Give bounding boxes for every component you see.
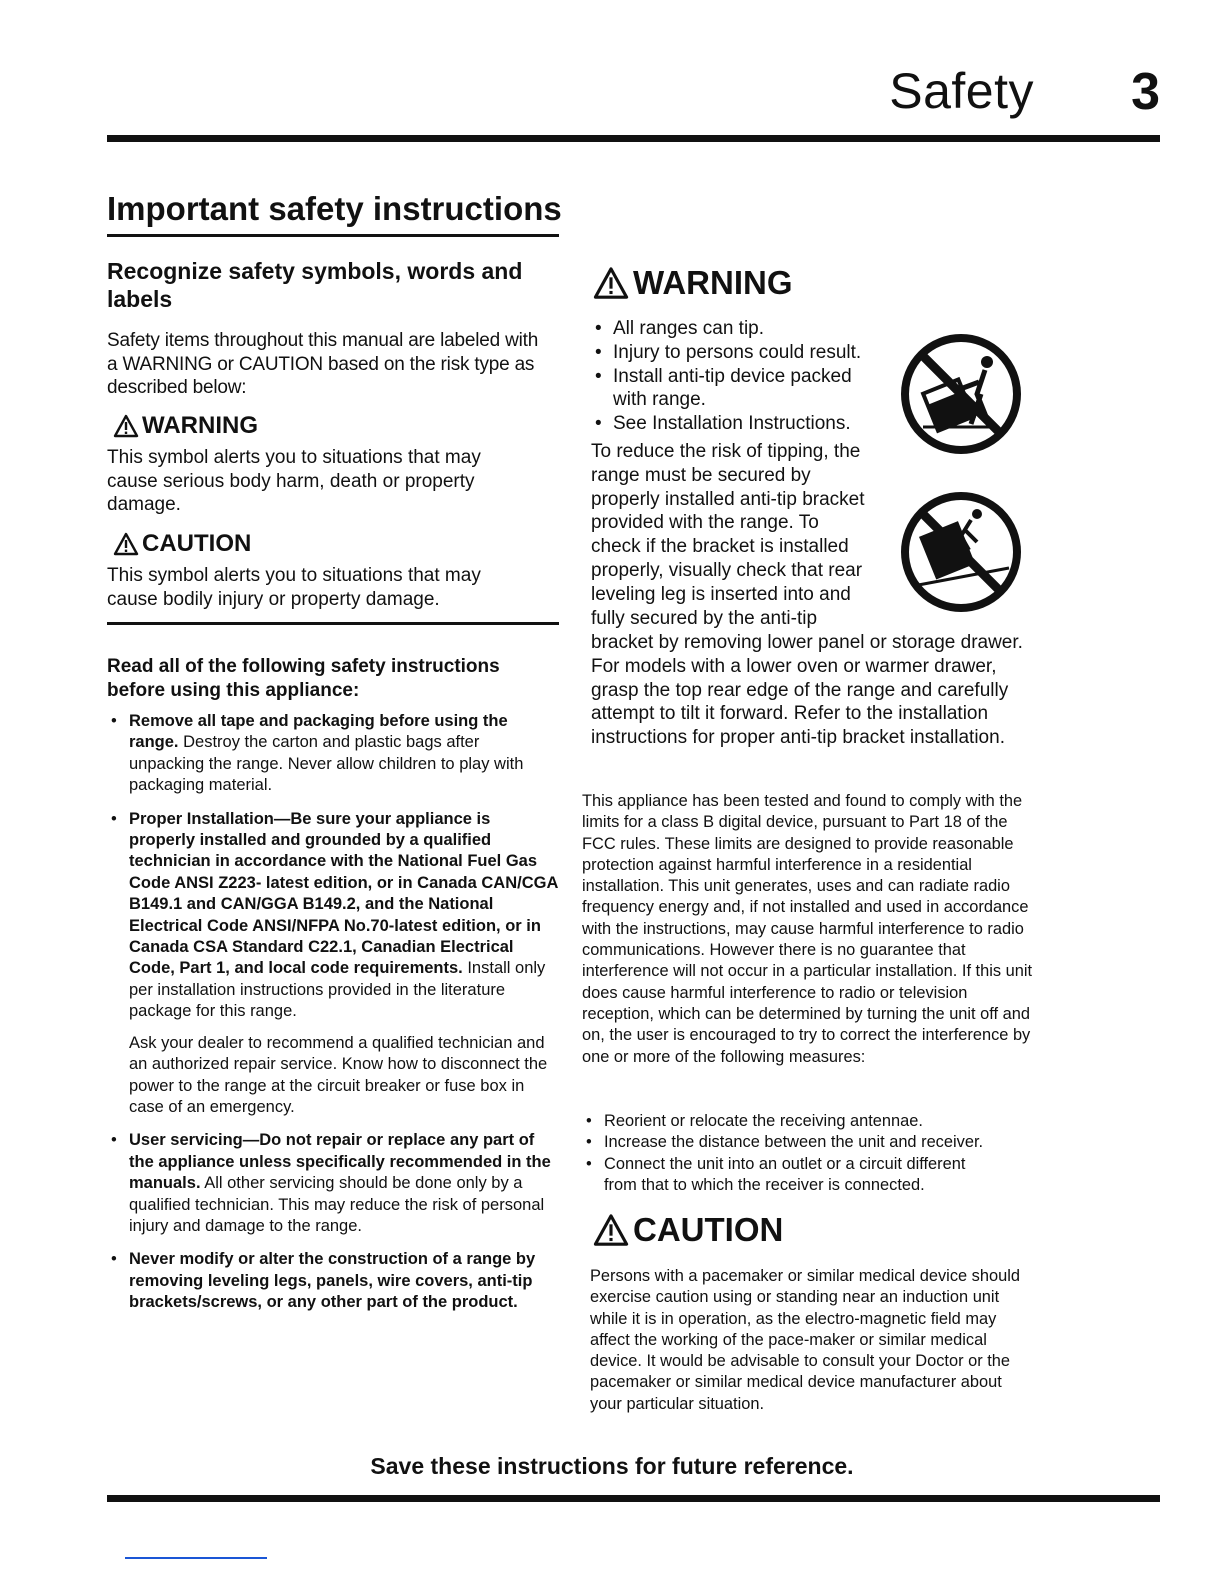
list-item: • Never modify or alter the construction of a range by removing leveling legs, panels, wire covers, anti-tip brackets/screws, or any other part of the product. — [107, 1249, 559, 1313]
list-item: • Injury to persons could result. — [591, 341, 891, 365]
list-item: • User servicing—Do not repair or replace any part of the appliance unless specifically recommended in the manuals. All other servicing should be done only by a qualified technician. This may reduce the risk of personal injury and damage to the range. — [107, 1130, 559, 1237]
list-item: • Install anti-tip device packed with range. — [591, 365, 883, 413]
header-rule — [107, 135, 1160, 142]
warning-triangle-icon — [113, 414, 139, 438]
tip-warning-bullets — [591, 317, 891, 436]
fcc-measures-list — [582, 1111, 1022, 1196]
list-item: • Increase the distance between the unit and receiver. — [582, 1132, 1022, 1153]
list-item: • Proper Installation—Be sure your appliance is properly installed and grounded by a qualified technician in accordance with the National Fuel Gas Code ANSI Z223- latest edition, or in Canada CAN/CGA B149.1 and CAN/GGA B149.2, and the National Electrical Code ANSI/NFPA No.70-latest edition, or in Canada CSA Standard C22.1, Canadian Electrical Code, Part 1, and local code requirements. Install only per installation instructions provided in the literature package for this range. — [107, 809, 559, 1023]
list-item: • Remove all tape and packaging before using the range. Destroy the carton and plastic bags after unpacking the range. Never allow children to play with packaging material. — [107, 711, 559, 797]
pacemaker-caution-label: CAUTION — [592, 1211, 783, 1249]
caution-label: CAUTION — [113, 530, 251, 558]
child-on-door-prohibited-icon — [899, 490, 1023, 614]
section-title: Important safety instructions — [107, 190, 562, 227]
footer-rule — [107, 1495, 1160, 1502]
caution-triangle-icon — [113, 532, 139, 556]
page-number: 3 — [1131, 63, 1160, 121]
tip-instructions-lines: To reduce the risk of tipping, the range must be secured by properly installed anti-tip bracket provided with the range. To check if the bracket is installed properly, visually check that rear leveling leg is inserted into and fully secured by the anti-tip — [591, 441, 865, 629]
pacemaker-caution-text: Persons with a pacemaker or similar medical device should exercise caution using or standing near an induction unit while it is in operation, as the electro-magnetic field may affect the working of the pace-maker or similar medical device. It would be advisable to consult your Doctor or the pacemaker or similar medical device manufacturer about your particular situation. — [590, 1267, 1020, 1413]
list-item: • Reorient or relocate the receiving antennae. — [582, 1111, 1022, 1132]
caution-description: This symbol alerts you to situations that may cause bodily injury or property damage. — [107, 565, 481, 610]
safety-symbols-heading: Recognize safety symbols, words and labels — [107, 258, 523, 312]
list-item: • Connect the unit into an outlet or a circuit different from that to which the receiver is connected. — [582, 1154, 994, 1197]
symbols-rule — [107, 622, 559, 625]
warning-triangle-icon — [592, 266, 630, 300]
read-instructions-heading: Read all of the following safety instructions before using this appliance: — [107, 656, 500, 701]
section-title-rule — [107, 234, 559, 237]
fcc-notice: This appliance has been tested and found to comply with the limits for a class B digital device, pursuant to Part 18 of the FCC rules. These limits are designed to provide reasonable protection against harmful interference in a residential installation. This unit generates, uses and can radiate radio frequency energy and, if not installed and used in accordance with the instructions, may cause harmful interference to radio communications. However there is no guarantee that interference will not occur in a particular installation. If this unit does cause harmful interference to radio or television reception, which can be determined by turning the unit off and on, the user is encouraged to try to correct the interference by one or more of the following measures: — [582, 792, 1033, 1066]
footer-link-underline — [125, 1557, 267, 1559]
list-item: • All ranges can tip. — [591, 317, 891, 341]
tip-warning-label: WARNING — [592, 264, 793, 302]
page-header-title: Safety — [889, 63, 1034, 119]
warning-description: This symbol alerts you to situations that may cause serious body harm, death or property damage. — [107, 447, 481, 515]
save-instructions-note: Save these instructions for future reference. — [370, 1453, 854, 1479]
warning-label: WARNING — [113, 412, 258, 440]
caution-triangle-icon — [592, 1213, 630, 1247]
list-item: • See Installation Instructions. — [591, 412, 891, 436]
tipping-range-prohibited-icon — [899, 332, 1023, 456]
safety-instructions-list — [107, 711, 559, 1314]
tip-instructions-continued: bracket by removing lower panel or storage drawer. For models with a lower oven or warmer drawer, grasp the top rear edge of the range and carefully attempt to tilt it forward. Refer to the installation instructions for proper anti-tip bracket installation. — [591, 632, 1023, 749]
list-item-paragraph: Ask your dealer to recommend a qualified technician and an authorized repair service. Know how to disconnect the power to the range at the circuit breaker or fuse box in case of an emergency. — [129, 1033, 548, 1116]
safety-intro: Safety items throughout this manual are labeled with a WARNING or CAUTION based on the risk type as described below: — [107, 330, 539, 398]
